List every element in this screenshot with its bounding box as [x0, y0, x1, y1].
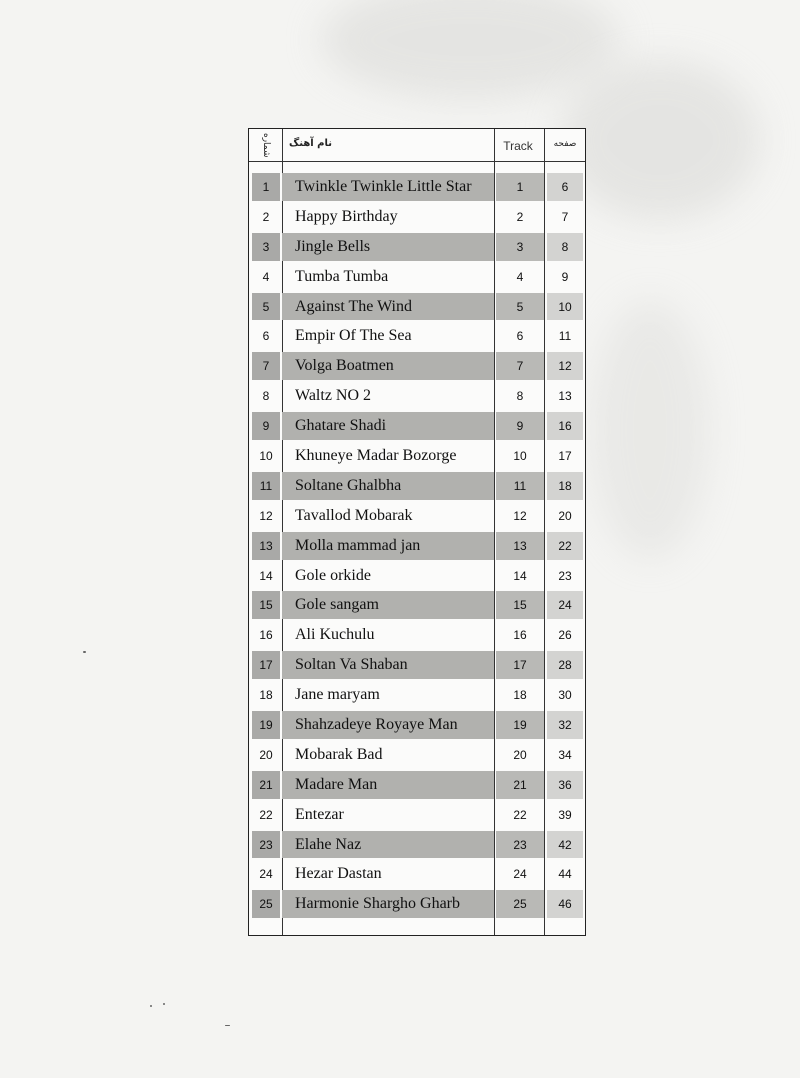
song-name: Tumba Tumba: [295, 267, 389, 285]
song-name: Khuneye Madar Bozorge: [295, 446, 457, 464]
table-row: [249, 292, 585, 322]
page-number: 17: [558, 448, 572, 463]
track-number: 22: [513, 807, 527, 822]
scan-speck: [83, 651, 86, 653]
song-name: Shahzadeye Royaye Man: [295, 715, 458, 733]
table-header: [249, 129, 585, 162]
row-number: 8: [262, 389, 270, 404]
row-number: 11: [259, 478, 273, 493]
row-number: 5: [262, 299, 270, 314]
song-name: Soltane Ghalbha: [295, 476, 402, 494]
track-number: 2: [516, 209, 524, 224]
song-name: Waltz NO 2: [295, 387, 372, 405]
song-name: Against The Wind: [295, 297, 412, 315]
table-row: [249, 710, 585, 740]
table-row: [249, 501, 585, 531]
track-number: 16: [513, 628, 527, 643]
row-number: 25: [259, 897, 273, 912]
page-number: 24: [558, 598, 572, 613]
track-number: 9: [516, 419, 524, 434]
song-index-table: [248, 128, 586, 936]
row-number: 22: [259, 807, 273, 822]
table-row: [249, 232, 585, 262]
page-number: 8: [561, 239, 569, 254]
row-number: 19: [259, 717, 273, 732]
row-number: 3: [262, 239, 270, 254]
song-name: Empir Of The Sea: [295, 327, 412, 345]
page-number: 46: [558, 897, 572, 912]
page-number: 10: [558, 299, 572, 314]
row-number: 9: [262, 419, 270, 434]
table-body: [249, 172, 585, 919]
song-name: Ali Kuchulu: [295, 626, 375, 644]
table-row: [249, 531, 585, 561]
table-row: [249, 351, 585, 381]
song-name: Harmonie Shargho Gharb: [295, 895, 460, 913]
table-row: [249, 889, 585, 919]
row-number: 13: [259, 538, 273, 553]
table-row: [249, 202, 585, 232]
header-track: Track: [503, 139, 533, 153]
scan-speck: [163, 1003, 165, 1005]
track-number: 1: [516, 179, 524, 194]
track-number: 14: [513, 568, 527, 583]
song-name: Madare Man: [295, 775, 378, 793]
scan-speck: [150, 1005, 152, 1007]
row-number: 12: [259, 508, 273, 523]
header-song-name: نام آهنگ: [289, 138, 333, 149]
track-number: 21: [513, 777, 527, 792]
page-number: 22: [558, 538, 572, 553]
song-name: Gole orkide: [295, 566, 371, 584]
row-number: 23: [259, 837, 273, 852]
row-number: 7: [262, 359, 270, 374]
page-number: 32: [558, 717, 572, 732]
track-number: 23: [513, 837, 527, 852]
row-number: 6: [262, 329, 270, 344]
track-number: 18: [513, 688, 527, 703]
track-number: 3: [516, 239, 524, 254]
track-number: 7: [516, 359, 524, 374]
song-name: Happy Birthday: [295, 207, 398, 225]
row-number: 16: [259, 628, 273, 643]
track-number: 4: [516, 269, 524, 284]
page-number: 6: [561, 179, 569, 194]
row-number: 20: [259, 747, 273, 762]
row-number: 24: [259, 867, 273, 882]
song-name: Ghatare Shadi: [295, 417, 387, 435]
song-name: Hezar Dastan: [295, 865, 382, 883]
table-row: [249, 262, 585, 292]
page-number: 11: [558, 329, 572, 344]
header-number: شماره: [261, 132, 271, 158]
row-number: 15: [259, 598, 273, 613]
track-number: 11: [513, 478, 527, 493]
song-name: Volga Boatmen: [295, 357, 394, 375]
page-number: 26: [558, 628, 572, 643]
song-name: Jingle Bells: [295, 237, 371, 255]
page-number: 7: [561, 209, 569, 224]
song-name: Molla mammad jan: [295, 536, 421, 554]
table-row: [249, 770, 585, 800]
page-number: 9: [561, 269, 569, 284]
song-name: Jane maryam: [295, 686, 380, 704]
row-number: 14: [259, 568, 273, 583]
header-page: صفحه: [553, 139, 577, 149]
table-row: [249, 381, 585, 411]
page-number: 18: [558, 478, 572, 493]
track-number: 5: [516, 299, 524, 314]
scan-speck: [225, 1025, 230, 1026]
song-name: Gole sangam: [295, 596, 379, 614]
table-row: [249, 590, 585, 620]
table-row: [249, 441, 585, 471]
scan-smudge: [560, 60, 760, 220]
table-row: [249, 561, 585, 591]
song-name: Mobarak Bad: [295, 745, 383, 763]
scan-smudge: [320, 0, 620, 100]
song-name: Soltan Va Shaban: [295, 656, 408, 674]
page-number: 16: [558, 419, 572, 434]
track-number: 10: [513, 448, 527, 463]
track-number: 20: [513, 747, 527, 762]
row-number: 21: [259, 777, 273, 792]
song-name: Twinkle Twinkle Little Star: [295, 177, 472, 195]
page-number: 42: [558, 837, 572, 852]
row-number: 1: [262, 179, 270, 194]
page-number: 13: [558, 389, 572, 404]
table-row: [249, 620, 585, 650]
table-row: [249, 411, 585, 441]
track-number: 24: [513, 867, 527, 882]
track-number: 17: [513, 658, 527, 673]
track-number: 12: [513, 508, 527, 523]
scan-smudge: [590, 300, 710, 560]
row-number: 2: [262, 209, 270, 224]
track-number: 13: [513, 538, 527, 553]
table-row: [249, 830, 585, 860]
table-row: [249, 650, 585, 680]
song-name: Entezar: [295, 805, 344, 823]
track-number: 8: [516, 389, 524, 404]
page-number: 30: [558, 688, 572, 703]
page-number: 44: [558, 867, 572, 882]
table-row: [249, 680, 585, 710]
row-number: 4: [262, 269, 270, 284]
table-row: [249, 859, 585, 889]
table-row: [249, 321, 585, 351]
row-number: 10: [259, 448, 273, 463]
page-number: 36: [558, 777, 572, 792]
track-number: 19: [513, 717, 527, 732]
page-number: 34: [558, 747, 572, 762]
row-number: 17: [259, 658, 273, 673]
page-number: 12: [558, 359, 572, 374]
row-number: 18: [259, 688, 273, 703]
page-number: 23: [558, 568, 572, 583]
table-row: [249, 471, 585, 501]
page-number: 28: [558, 658, 572, 673]
song-name: Tavallod Mobarak: [295, 506, 413, 524]
table-row: [249, 740, 585, 770]
track-number: 25: [513, 897, 527, 912]
song-name: Elahe Naz: [295, 835, 362, 853]
page-number: 39: [558, 807, 572, 822]
table-row: [249, 800, 585, 830]
page-number: 20: [558, 508, 572, 523]
table-row: [249, 172, 585, 202]
track-number: 15: [513, 598, 527, 613]
track-number: 6: [516, 329, 524, 344]
